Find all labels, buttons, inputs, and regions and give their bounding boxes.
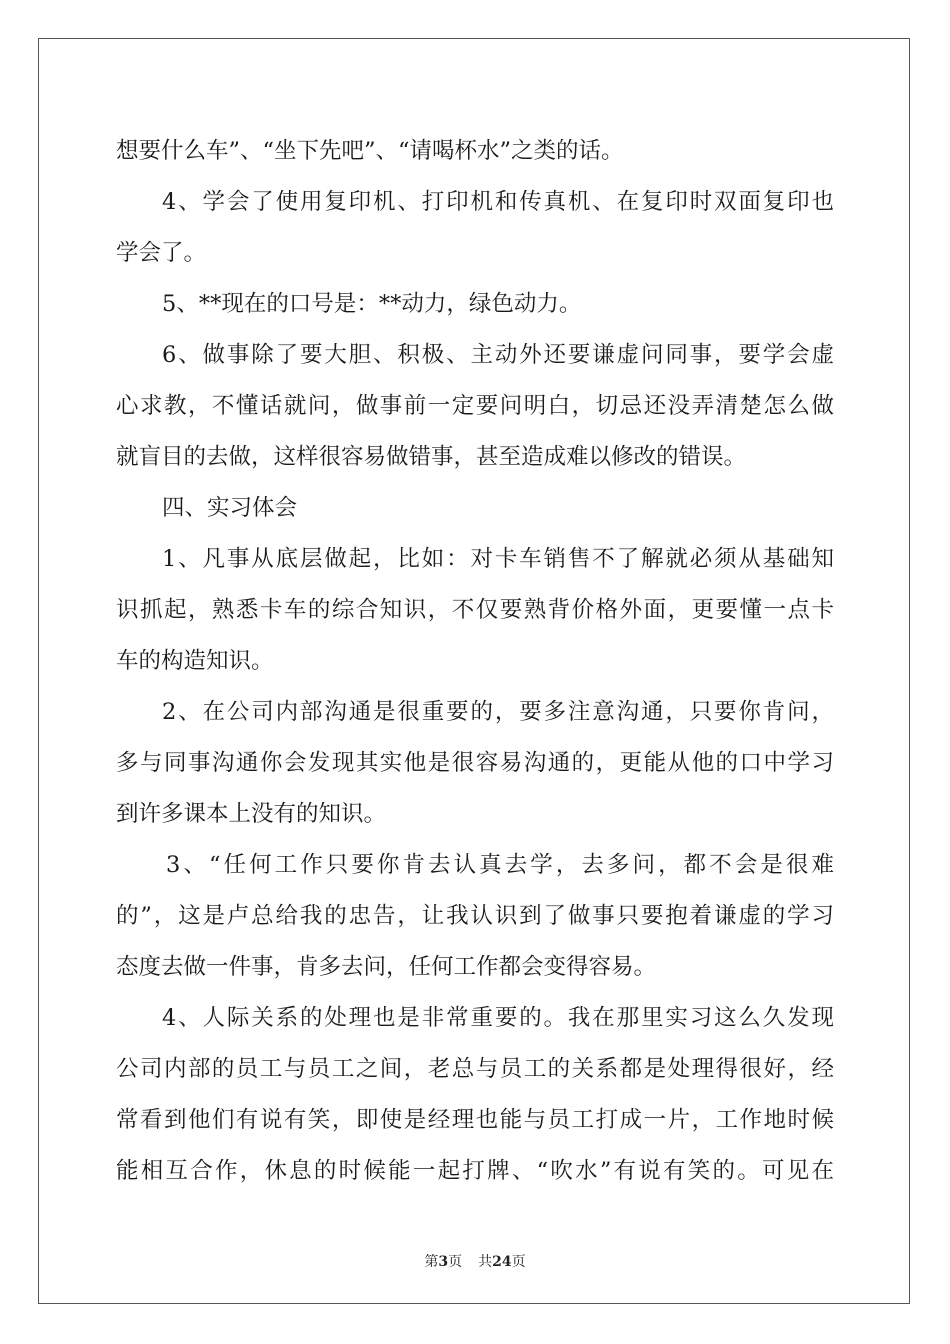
body-line: 5、**现在的口号是：**动力，绿色动力。 xyxy=(162,291,582,317)
body-line: 公司内部的员工与员工之间，老总与员工的关系都是处理得很好，经 xyxy=(116,1056,834,1082)
document-body xyxy=(116,126,834,1197)
body-line: 常看到他们有说有笑，即使是经理也能与员工打成一片，工作地时候 xyxy=(116,1107,834,1133)
total-suffix: 页 xyxy=(511,1254,526,1270)
body-line: 3、“任何工作只要你肯去认真去学，去多问，都不会是很难 xyxy=(166,852,834,878)
total-prefix: 共 xyxy=(478,1254,493,1270)
body-line: 4、人际关系的处理也是非常重要的。我在那里实习这么久发现 xyxy=(162,1005,834,1031)
body-line: 2、在公司内部沟通是很重要的，要多注意沟通，只要你肯问， xyxy=(162,699,834,725)
body-line: 能相互合作，休息的时候能一起打牌、“吹水”有说有笑的。可见在 xyxy=(116,1158,834,1184)
body-line: 想要什么车”、“坐下先吧”、“请喝杯水”之类的话。 xyxy=(116,138,624,164)
body-line: 车的构造知识。 xyxy=(116,648,274,674)
body-line: 1、凡事从底层做起，比如：对卡车销售不了解就必须从基础知 xyxy=(162,546,834,572)
body-line: 识抓起，熟悉卡车的综合知识，不仅要熟背价格外面，更要懂一点卡 xyxy=(116,597,834,623)
page-number: 3 xyxy=(438,1254,449,1270)
page-prefix: 第 xyxy=(424,1254,439,1270)
page-suffix: 页 xyxy=(448,1254,463,1270)
body-line: 就盲目的去做，这样很容易做错事，甚至造成难以修改的错误。 xyxy=(116,444,747,470)
body-line: 到许多课本上没有的知识。 xyxy=(116,801,387,827)
body-line: 的”，这是卢总给我的忠告，让我认识到了做事只要抱着谦虚的学习 xyxy=(116,903,834,929)
body-line: 6、做事除了要大胆、积极、主动外还要谦虚问同事，要学会虚 xyxy=(162,342,834,368)
page-footer xyxy=(0,1251,950,1271)
body-line: 多与同事沟通你会发现其实他是很容易沟通的，更能从他的口中学习 xyxy=(116,750,834,776)
body-line: 4、学会了使用复印机、打印机和传真机、在复印时双面复印也 xyxy=(162,189,834,215)
body-line: 学会了。 xyxy=(116,240,207,266)
section-heading: 四、实习体会 xyxy=(162,495,298,521)
body-line: 态度去做一件事，肯多去问，任何工作都会变得容易。 xyxy=(116,954,657,980)
total-pages: 24 xyxy=(492,1254,512,1270)
body-line: 心求教，不懂话就问，做事前一定要问明白，切忌还没弄清楚怎么做 xyxy=(116,393,834,419)
